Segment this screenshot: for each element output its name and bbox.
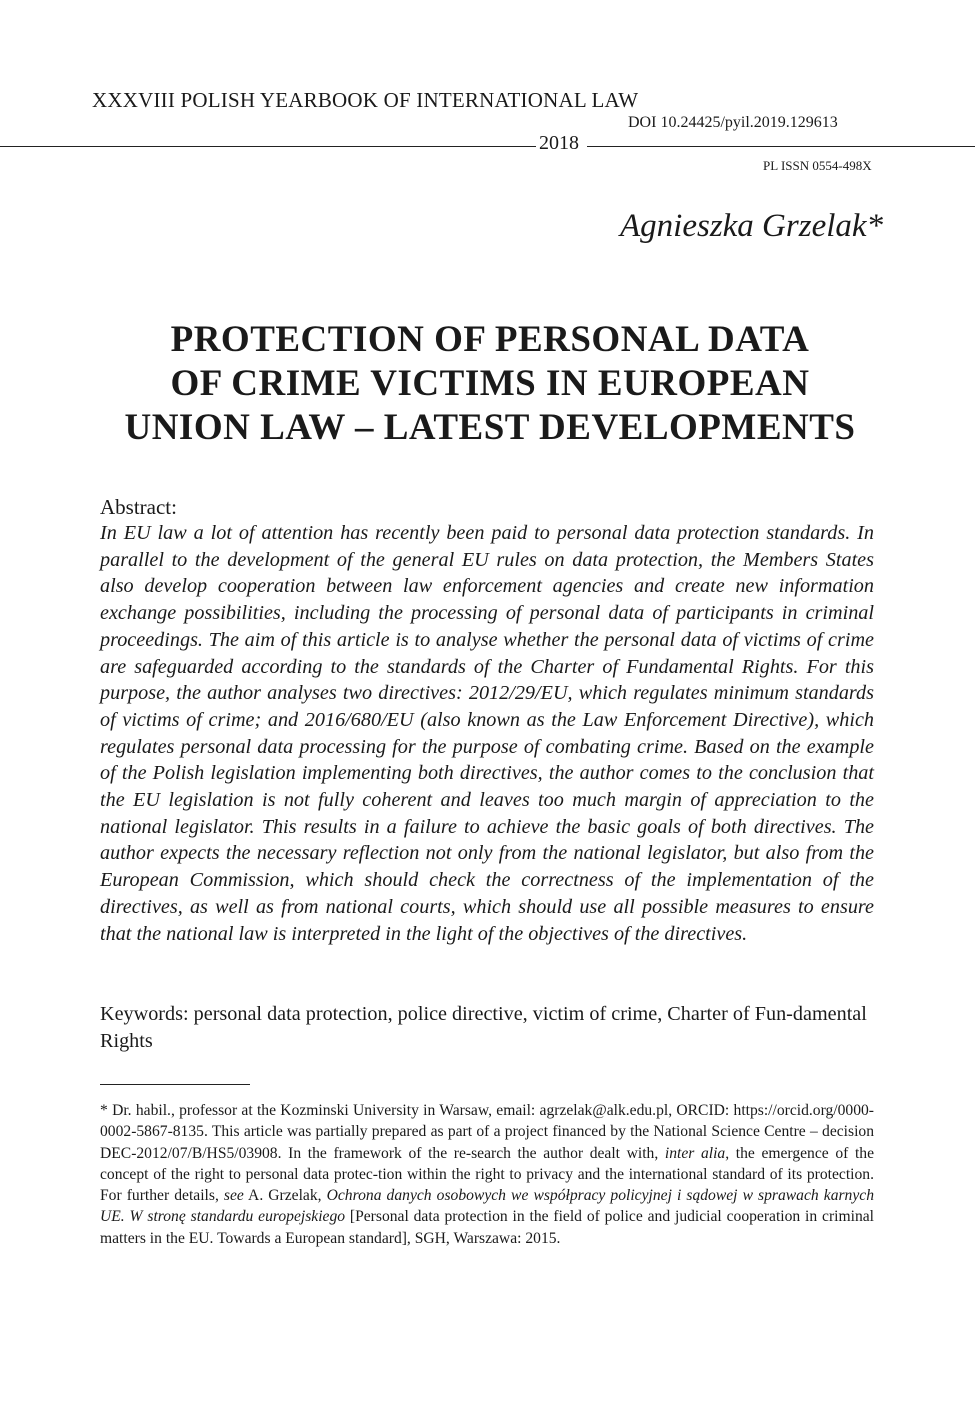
author-name: Agnieszka Grzelak* (620, 208, 884, 244)
title-line: OF CRIME VICTIMS IN EUROPEAN (170, 363, 810, 404)
footnote-italic: inter alia (664, 1144, 726, 1162)
keywords-label: Keywords: (100, 1003, 189, 1025)
footnote-text: * Dr. habil., professor at the Kozminski University in Warsaw, email: agrzelak@alk.edu.pl, ORCID: https://orcid.org/0000-0002-5867-8135. This article was partially prepared as part of a project financed by the National Science Centre – decision DEC-2012/07/B/HS5/03908. In the framework of the re-search the author dealt with, (100, 1102, 874, 1162)
footnote-text: [Personal data protection in the field of police and judicial cooperation in criminal matters in the EU. Towards a European standard], SGH, Warszawa: 2015. (100, 1208, 874, 1247)
keywords (100, 1001, 874, 1054)
header-rule-right (587, 146, 975, 147)
doi: DOI 10.24425/pyil.2019.129613 (628, 114, 838, 131)
footnote-italic: see (223, 1187, 244, 1205)
keywords-text: personal data protection, police directive, victim of crime, Charter of Fun-damental Rights (100, 1003, 867, 1052)
journal-year: 2018 (539, 132, 579, 154)
journal-title: XXXVIII POLISH YEARBOOK OF INTERNATIONAL LAW (92, 88, 639, 112)
footnote (100, 1100, 874, 1249)
abstract-text: In EU law a lot of attention has recently been paid to personal data protection standards. In parallel to the development of the general EU rules on data protection, the Members States also develop cooperation between law enforcement agencies and create new information exchange possibilities, including the processing of personal data of participants in criminal proceedings. The aim of this article is to analyse whether the personal data of victims of crime are safeguarded according to the standards of the Charter of Fundamental Rights. For this purpose, the author analyses two directives: 2012/29/EU, which regulates minimum standards of victims of crime; and 2016/680/EU (also known as the Law Enforcement Directive), which regulates personal data processing for the purpose of combating crime. Based on the example of the Polish legislation implementing both directives, the author comes to the conclusion that the EU legislation is not fully coherent and leaves too much margin of appreciation to the national legislator. This results in a failure to achieve the basic goals of both directives. The author expects the necessary reflection not only from the national legislator, but also from the European Commission, which should check the correctness of the implementation of the directives, as well as from national courts, which should use all possible measures to ensure that the national law is interpreted in the light of the objectives of the directives. (100, 522, 874, 945)
article-title (100, 318, 880, 450)
footnote-italic: Ochrona danych osobowych we współpracy policyjnej i sądowej w sprawach karnych UE. W stronę standardu europejskiego (100, 1187, 874, 1226)
header-rule-left (0, 146, 536, 147)
footnote-rule (100, 1084, 250, 1085)
abstract-heading: Abstract: (100, 495, 177, 519)
footnote-text: , the emergence of the concept of the right to personal data protec-tion within the right to privacy and the international standard of its protection. For further details, (100, 1144, 874, 1205)
title-line: PROTECTION OF PERSONAL DATA (170, 319, 810, 360)
footnote-text: A. Grzelak, (243, 1187, 327, 1205)
title-line: UNION LAW – LATEST DEVELOPMENTS (124, 407, 856, 448)
issn: PL ISSN 0554-498X (763, 158, 872, 173)
